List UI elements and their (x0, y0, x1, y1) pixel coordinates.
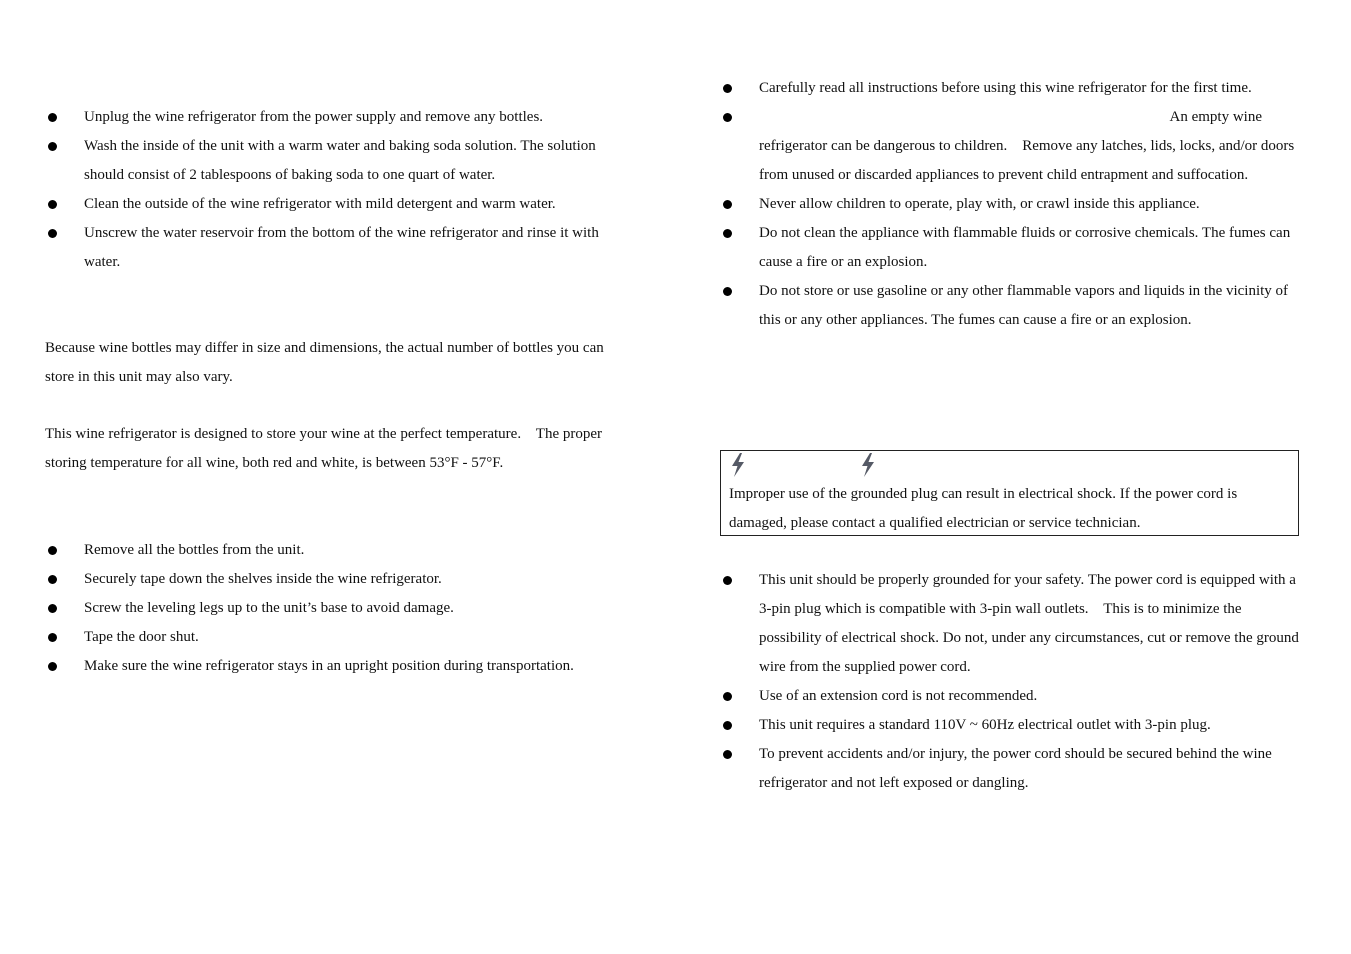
bullet-icon (48, 142, 57, 151)
cleaning-list (45, 103, 625, 277)
moving-list (45, 536, 625, 681)
list-item: This unit requires a standard 110V ~ 60Hz electrical outlet with 3-pin plug. (720, 711, 1305, 740)
bullet-icon (48, 200, 57, 209)
bullet-icon (723, 692, 732, 701)
list-item: Unscrew the water reservoir from the bottom of the wine refrigerator and rinse it with water. (45, 219, 625, 277)
list-item: An empty wine refrigerator can be dangerous to children. Remove any latches, lids, locks, and/or doors from unused or discarded appliances to prevent child entrapment and suffocation. (720, 103, 1305, 190)
list-item: Screw the leveling legs up to the unit’s base to avoid damage. (45, 594, 625, 623)
warning-box (720, 450, 1299, 536)
bullet-icon (48, 229, 57, 238)
list-item: Unplug the wine refrigerator from the power supply and remove any bottles. (45, 103, 625, 132)
bullet-icon (723, 287, 732, 296)
lightning-bolt-icon (859, 453, 877, 477)
bullet-icon (723, 229, 732, 238)
electrical-list (720, 566, 1305, 798)
safety-list (720, 74, 1305, 335)
list-item: Do not clean the appliance with flammable fluids or corrosive chemicals. The fumes can cause a fire or an explosion. (720, 219, 1305, 277)
temperature-paragraph: This wine refrigerator is designed to store your wine at the perfect temperature. The proper storing temperature for all wine, both red and white, is between 53°F - 57°F. (45, 426, 606, 471)
list-item: Clean the outside of the wine refrigerator with mild detergent and warm water. (45, 190, 625, 219)
list-item: Use of an extension cord is not recommended. (720, 682, 1305, 711)
list-item: To prevent accidents and/or injury, the power cord should be secured behind the wine refrigerator and not left exposed or dangling. (720, 740, 1305, 798)
capacity-paragraph: Because wine bottles may differ in size and dimensions, the actual number of bottles you can store in this unit may also vary. (45, 340, 604, 385)
list-item: Tape the door shut. (45, 623, 625, 652)
bullet-icon (48, 113, 57, 122)
warning-text: Improper use of the grounded plug can result in electrical shock. If the power cord is damaged, please contact a qualified electrician or service technician. (729, 486, 1238, 531)
list-item: Carefully read all instructions before using this wine refrigerator for the first time. (720, 74, 1305, 103)
bullet-icon (48, 662, 57, 671)
bullet-icon (48, 546, 57, 555)
bullet-icon (723, 113, 732, 122)
list-item: Do not store or use gasoline or any other flammable vapors and liquids in the vicinity of this or any other appliances. The fumes can cause a fire or an explosion. (720, 277, 1305, 335)
bullet-icon (48, 604, 57, 613)
bullet-icon (723, 721, 732, 730)
list-item: Wash the inside of the unit with a warm water and baking soda solution. The solution should consist of 2 tablespoons of baking soda to one quart of water. (45, 132, 625, 190)
bullet-icon (723, 750, 732, 759)
list-item: This unit should be properly grounded for your safety. The power cord is equipped with a 3-pin plug which is compatible with 3-pin wall outlets. This is to minimize the possibility of electrical shock. Do not, under any circumstances, cut or remove the ground wire from the supplied power cord. (720, 566, 1305, 682)
bullet-icon (723, 84, 732, 93)
bullet-icon (723, 576, 732, 585)
bullet-icon (48, 633, 57, 642)
lightning-bolt-icon (729, 453, 747, 477)
list-item: Securely tape down the shelves inside the wine refrigerator. (45, 565, 625, 594)
list-item: Never allow children to operate, play with, or crawl inside this appliance. (720, 190, 1305, 219)
list-item: Remove all the bottles from the unit. (45, 536, 625, 565)
bullet-icon (723, 200, 732, 209)
list-item: Make sure the wine refrigerator stays in an upright position during transportation. (45, 652, 625, 681)
bullet-icon (48, 575, 57, 584)
